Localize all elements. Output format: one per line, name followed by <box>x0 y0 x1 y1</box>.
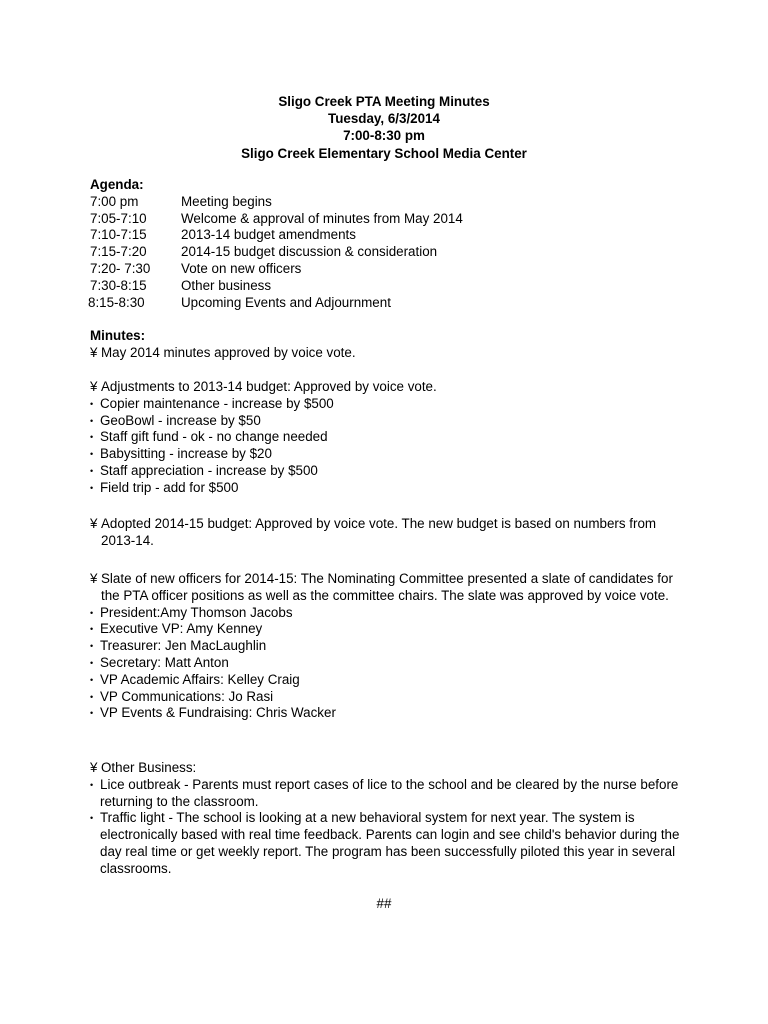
list-item <box>90 621 686 638</box>
bullet-marker: • <box>90 674 94 685</box>
list-item <box>90 810 686 877</box>
list-item-text: Traffic light - The school is looking at a new behavioral system for next year. The system is electronically based with real time feedback. Parents can login and see child's behavior during the day real time or get weekly report. The program has been successfully piloted this year in several classrooms. <box>100 810 680 876</box>
list-item-text: Staff appreciation - increase by $500 <box>100 462 318 478</box>
agenda-title: Agenda: <box>90 177 144 192</box>
meeting-time: 7:00-8:30 pm <box>343 128 425 144</box>
bullet-marker: • <box>90 657 94 668</box>
yen-marker: ¥ <box>90 760 98 775</box>
minutes-item <box>90 571 686 605</box>
bullet-marker: • <box>90 691 94 702</box>
end-mark: ## <box>376 896 392 911</box>
agenda-list <box>90 194 690 312</box>
list-item <box>90 689 686 706</box>
officers-block <box>90 571 686 722</box>
list-item <box>90 672 686 689</box>
meeting-title: Sligo Creek PTA Meeting Minutes <box>278 94 490 109</box>
bullet-marker: • <box>90 465 94 476</box>
agenda-item <box>90 194 690 211</box>
list-item <box>90 413 690 430</box>
list-item <box>90 655 686 672</box>
minutes-item-text: Adopted 2014-15 budget: Approved by voice vote. The new budget is based on numbers from 2013-14. <box>101 516 657 548</box>
list-item-text: Secretary: Matt Anton <box>100 654 229 670</box>
budget-amendments-block <box>90 379 690 497</box>
minutes-item <box>90 345 690 362</box>
minutes-item-text: May 2014 minutes approved by voice vote. <box>101 344 356 360</box>
list-item <box>90 480 690 497</box>
minutes-item-text: Adjustments to 2013-14 budget: Approved by voice vote. <box>101 379 437 394</box>
bullet-marker: • <box>90 624 94 635</box>
list-item <box>90 446 690 463</box>
list-item-text: VP Communications: Jo Rasi <box>100 688 274 704</box>
minutes-item-text: Other Business: <box>101 760 197 775</box>
agenda-item <box>90 211 690 228</box>
meeting-location: Sligo Creek Elementary School Media Center <box>241 145 527 161</box>
agenda-description: 2014-15 budget discussion & consideration <box>181 244 438 260</box>
list-item-text: Treasurer: Jen MacLaughlin <box>100 638 267 654</box>
bullet-marker: • <box>90 398 94 409</box>
list-item-text: Lice outbreak - Parents must report cases of lice to the school and be cleared by the nurse before returning to the classroom. <box>100 776 679 809</box>
list-item-text: Babysitting - increase by $20 <box>100 446 272 462</box>
yen-marker: ¥ <box>90 516 98 531</box>
minutes-item <box>90 760 686 777</box>
list-item-text: VP Events & Fundraising: Chris Wacker <box>100 705 336 721</box>
minutes-item <box>90 379 690 396</box>
list-item <box>90 777 686 811</box>
bullet-marker: • <box>90 482 94 493</box>
agenda-description: Vote on new officers <box>181 260 302 276</box>
agenda-item <box>90 244 690 261</box>
agenda-description: Upcoming Events and Adjournment <box>181 294 391 310</box>
minutes-section <box>90 328 690 362</box>
document-header <box>0 93 768 162</box>
agenda-item <box>90 295 690 312</box>
minutes-title: Minutes: <box>90 328 146 343</box>
list-item-text: VP Academic Affairs: Kelley Craig <box>100 671 300 687</box>
bullet-marker: • <box>90 449 94 460</box>
agenda-time: 7:05-7:10 <box>90 210 147 226</box>
agenda-description: Meeting begins <box>181 193 272 209</box>
agenda-item <box>90 227 690 244</box>
bullet-marker: • <box>90 607 94 618</box>
meeting-date: Tuesday, 6/3/2014 <box>328 111 440 127</box>
list-item <box>90 429 690 446</box>
agenda-description: 2013-14 budget amendments <box>181 227 356 243</box>
list-item-text: Copier maintenance - increase by $500 <box>100 395 334 411</box>
agenda-time: 7:15-7:20 <box>90 244 147 260</box>
yen-marker: ¥ <box>90 344 98 360</box>
list-item <box>90 463 690 480</box>
bullet-marker: • <box>90 779 94 790</box>
agenda-time: 7:00 pm <box>90 193 139 209</box>
agenda-item <box>90 278 690 295</box>
bullet-marker: • <box>90 708 94 719</box>
list-item-text: Executive VP: Amy Kenney <box>100 621 263 637</box>
yen-marker: ¥ <box>90 571 98 586</box>
list-item-text: President:Amy Thomson Jacobs <box>100 604 293 620</box>
list-item <box>90 605 686 622</box>
budget-adoption-block <box>90 516 686 550</box>
list-item-text: Field trip - add for $500 <box>100 479 239 495</box>
bullet-marker: • <box>90 813 94 824</box>
agenda-time: 7:30-8:15 <box>90 277 147 293</box>
list-item <box>90 705 686 722</box>
agenda-item <box>90 261 690 278</box>
yen-marker: ¥ <box>90 379 98 394</box>
agenda-section <box>90 177 690 311</box>
agenda-time: 8:15-8:30 <box>88 294 145 310</box>
agenda-time: 7:20- 7:30 <box>90 260 151 276</box>
agenda-description: Other business <box>181 277 272 293</box>
agenda-time: 7:10-7:15 <box>90 227 147 243</box>
list-item <box>90 396 690 413</box>
minutes-item-text: Slate of new officers for 2014-15: The Nominating Committee presented a slate of candidates for the PTA officer positions as well as the committee chairs. The slate was approved by voice vote. <box>101 571 673 603</box>
list-item-text: GeoBowl - increase by $50 <box>100 412 261 428</box>
bullet-marker: • <box>90 641 94 652</box>
list-item-text: Staff gift fund - ok - no change needed <box>100 429 328 445</box>
minutes-item <box>90 516 686 550</box>
agenda-description: Welcome & approval of minutes from May 2014 <box>181 210 463 226</box>
bullet-marker: • <box>90 415 94 426</box>
other-business-block <box>90 760 686 878</box>
list-item <box>90 638 686 655</box>
bullet-marker: • <box>90 432 94 443</box>
